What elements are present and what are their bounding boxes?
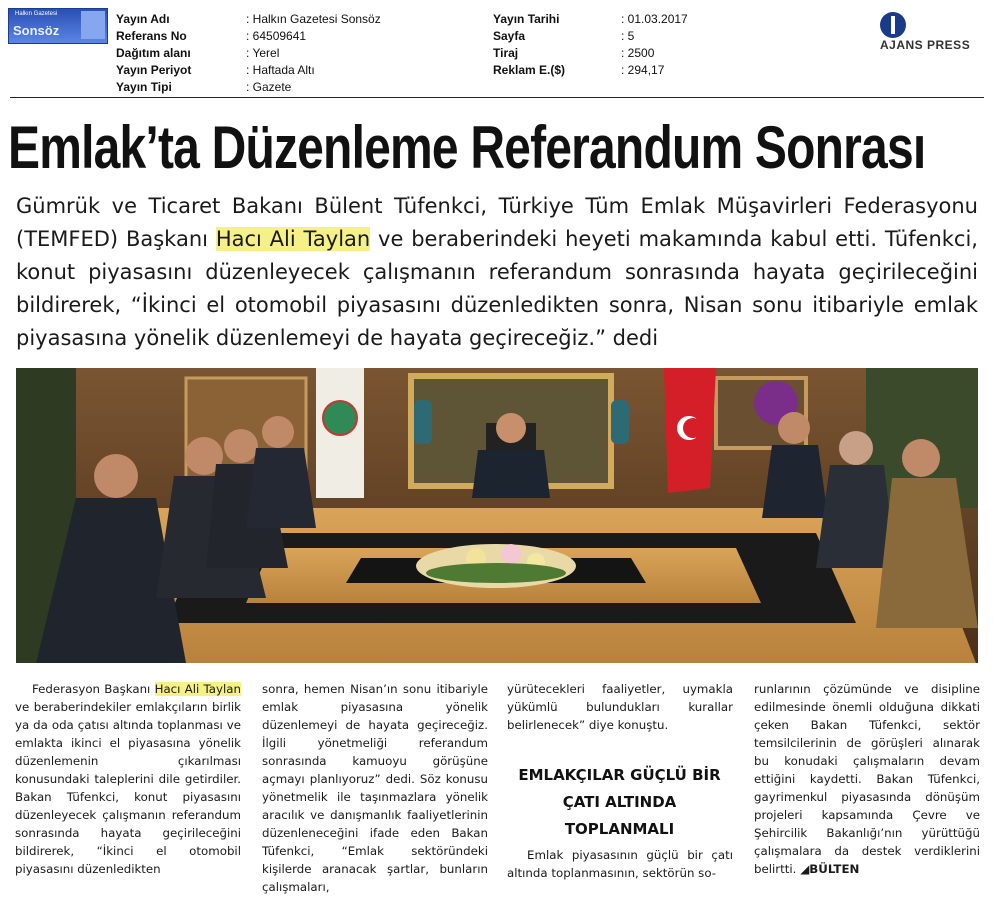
logo-side-panel bbox=[81, 11, 105, 39]
meta-value: : 2500 bbox=[621, 46, 655, 60]
meta-value: : 01.03.2017 bbox=[621, 12, 688, 26]
article-column-3-bottom: Emlak piyasasının güçlü bir çatı altında toplanmasının, sektörün so- bbox=[507, 848, 733, 880]
highlighted-name: Hacı Ali Taylan bbox=[215, 227, 371, 251]
lead-text: ve beraberindeki heyeti makamında kabul etti. Tüfenkci, konut piyasasını düzenleyecek çalışmanın referandum sonrasında hayata geçirileceğini bildirerek, “İkinci el otomobil piyasasını düzenledikten sonra, Nisan sonu itibariyle emlak piyasasına yönelik düzenlemeyi de hayata geçireceğiz.” dedi bbox=[16, 227, 978, 350]
logo-tagline: Halkın Gazetesi bbox=[15, 11, 58, 17]
agency-name: AJANS PRESS bbox=[880, 38, 971, 52]
clipping-header bbox=[0, 0, 993, 98]
article-photo bbox=[16, 368, 978, 663]
meta-label: Yayın Tarihi bbox=[493, 12, 560, 26]
article-subheading: EMLAKÇILAR GÜÇLÜ BİR ÇATI ALTINDA TOPLANMALI bbox=[518, 766, 721, 838]
meta-label: Tiraj bbox=[493, 46, 519, 60]
meta-label: Reklam E.($) bbox=[493, 63, 566, 77]
header-divider bbox=[10, 97, 984, 98]
meta-label: Sayfa bbox=[493, 29, 526, 43]
meta-value: : 64509641 bbox=[246, 29, 307, 43]
meta-value: : Gazete bbox=[246, 80, 292, 94]
meta-label: Yayın Adı bbox=[116, 12, 170, 26]
newspaper-logo bbox=[8, 8, 108, 44]
column-text: Federasyon Başkanı bbox=[31, 682, 155, 696]
article-column-1 bbox=[15, 680, 241, 878]
meta-value: : Yerel bbox=[246, 46, 280, 60]
meta-left bbox=[116, 11, 476, 97]
logo-name: Sonsöz bbox=[13, 23, 60, 38]
article-lead bbox=[16, 190, 978, 355]
meta-label: Referans No bbox=[116, 29, 187, 43]
meta-label: Dağıtım alanı bbox=[116, 46, 191, 60]
meta-value: : Halkın Gazetesi Sonsöz bbox=[246, 12, 381, 26]
meta-value: : Haftada Altı bbox=[246, 63, 315, 77]
meeting-photo-illustration bbox=[16, 368, 978, 663]
agency-logo bbox=[876, 8, 986, 54]
meta-right bbox=[493, 11, 753, 81]
meta-label: Yayın Tipi bbox=[116, 80, 172, 94]
article-headline: Emlak’ta Düzenleme Referandum Sonrası bbox=[8, 114, 926, 181]
meta-label: Yayın Periyot bbox=[116, 63, 192, 77]
lead-text: Gümrük ve Ticaret Bakanı Bülent Tüfenkci, Türkiye Tüm Emlak Müşavirleri Federasyonu (TEMFED) Başkanı bbox=[16, 194, 978, 251]
column-text: runlarının çözümünde ve disipline edilmesinde önemli olduğuna dikkati çeken Bakan Tüfenkci, sektör temsilcilerinin de görüşleri alınarak bu konudaki çalışmaların devam ettiğini kaydetti. Bakan Tüfenkci, gayrimenkul piyasasında dönüşüm projeleri kapsamında Çevre ve Şehircilik Bakanlığı’nın yürüttüğü çalışmalara da destek verdiklerini belirtti. bbox=[754, 682, 980, 876]
meta-value: : 5 bbox=[621, 29, 635, 43]
article-column-3-top: yürütecekleri faaliyetler, uymakla yükümlü bulundukları kurallar belirlenecek” diye konuştu. bbox=[507, 682, 733, 732]
article-column-2: sonra, hemen Nisan’ın sonu itibariyle emlak piyasasına yönelik düzenlemeyi de hayata geçireceğiz. İlgili yönetmeliği referandum sonrasında kamuoyu görüşüne açmayı planlıyoruz” dedi. Söz konusu yönetmelik ile taşınmazlara yönelik aracılık ve danışmanlık faaliyetlerinin düzenleneceğini ifade eden Bakan Tüfenkci, “Emlak sektöründeki kişilerde aranacak şartlar, bunların çalışmaları, bbox=[262, 682, 488, 894]
column-text: ve beraberindekiler emlakçıların birlik ya da oda çatısı altında toplanması ve emlakta ikinci el piyasasına yönelik düzenlemenin çıkarılması konusundaki taleplerini dile getirdiler. Bakan Tüfenkci, konut piyasasını düzenleyecek çalışmanın referandum sonrasında hayata geçirileceğini bildirerek, “İkinci el otomobil piyasasını düzenledikten bbox=[15, 700, 241, 876]
highlighted-name: Hacı Ali Taylan bbox=[154, 682, 241, 696]
signoff-icon: ◢ bbox=[800, 862, 810, 876]
signoff: BÜLTEN bbox=[809, 862, 860, 876]
meta-value: : 294,17 bbox=[621, 63, 665, 77]
agency-emblem-icon bbox=[880, 12, 906, 38]
article-column-4 bbox=[754, 680, 980, 878]
